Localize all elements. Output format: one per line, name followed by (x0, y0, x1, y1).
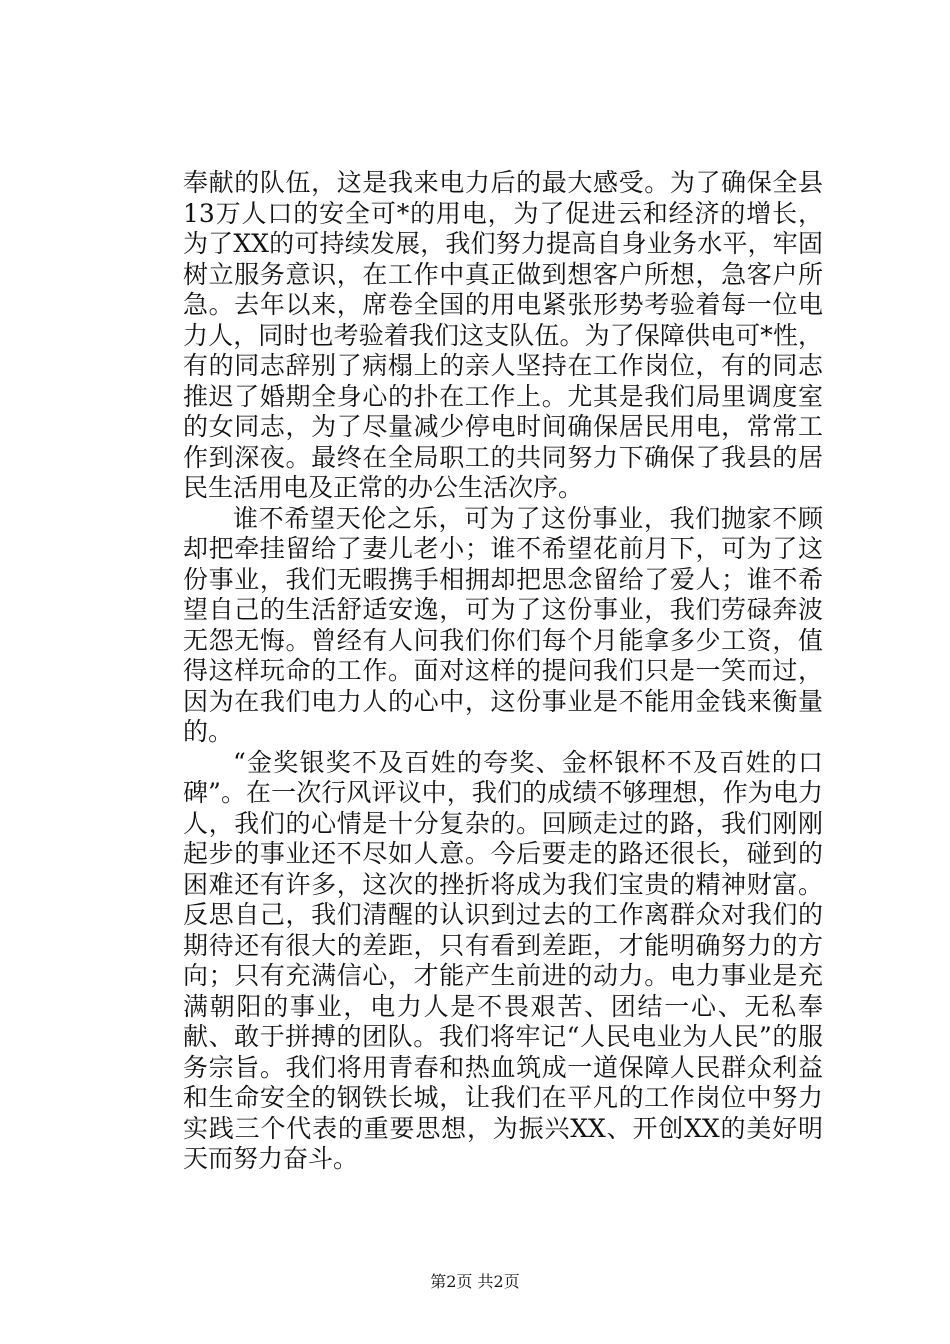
paragraph-1: 奉献的队伍，这是我来电力后的最大感受。为了确保全县13万人口的安全可*的用电，为了促进云和经济的增长，为了XX的可持续发展，我们努力提高自身业务水平，牢固树立服务意识，在工作中真正做到想客户所想，急客户所急。去年以来，席卷全国的用电紧张形势考验着每一位电力人，同时也考验着我们这支队伍。为了保障供电可*性，有的同志辞别了病榻上的亲人坚持在工作岗位，有的同志推迟了婚期全身心的扑在工作上。尤其是我们局里调度室的女同志，为了尽量减少停电时间确保居民用电，常常工作到深夜。最终在全局职工的共同努力下确保了我县的居民生活用电及正常的办公生活次序。 (183, 168, 823, 502)
document-body (183, 168, 823, 1175)
page-footer: 第2页 共2页 (430, 1272, 520, 1291)
paragraph-2: 谁不希望天伦之乐，可为了这份事业，我们抛家不顾却把牵挂留给了妻儿老小；谁不希望花前月下，可为了这份事业，我们无暇携手相拥却把思念留给了爱人；谁不希望自己的生活舒适安逸，可为了这份事业，我们劳碌奔波无怨无悔。曾经有人问我们你们每个月能拿多少工资，值得这样玩命的工作。面对这样的提问我们只是一笑而过，因为在我们电力人的心中，这份事业是不能用金钱来衡量的。 (183, 503, 823, 746)
paragraph-3: “金奖银奖不及百姓的夸奖、金杯银杯不及百姓的口碑”。在一次行风评议中，我们的成绩不够理想，作为电力人，我们的心情是十分复杂的。回顾走过的路，我们刚刚起步的事业还不尽如人意。今后要走的路还很长，碰到的困难还有许多，这次的挫折将成为我们宝贵的精神财富。反思自己，我们清醒的认识到过去的工作离群众对我们的期待还有很大的差距，只有看到差距，才能明确努力的方向；只有充满信心，才能产生前进的动力。电力事业是充满朝阳的事业，电力人是不畏艰苦、团结一心、无私奉献、敢于拼搏的团队。我们将牢记“人民电业为人民”的服务宗旨。我们将用青春和热血筑成一道保障人民群众利益和生命安全的钢铁长城，让我们在平凡的工作岗位中努力实践三个代表的重要思想，为振兴XX、开创XX的美好明天而努力奋斗。 (183, 747, 823, 1173)
